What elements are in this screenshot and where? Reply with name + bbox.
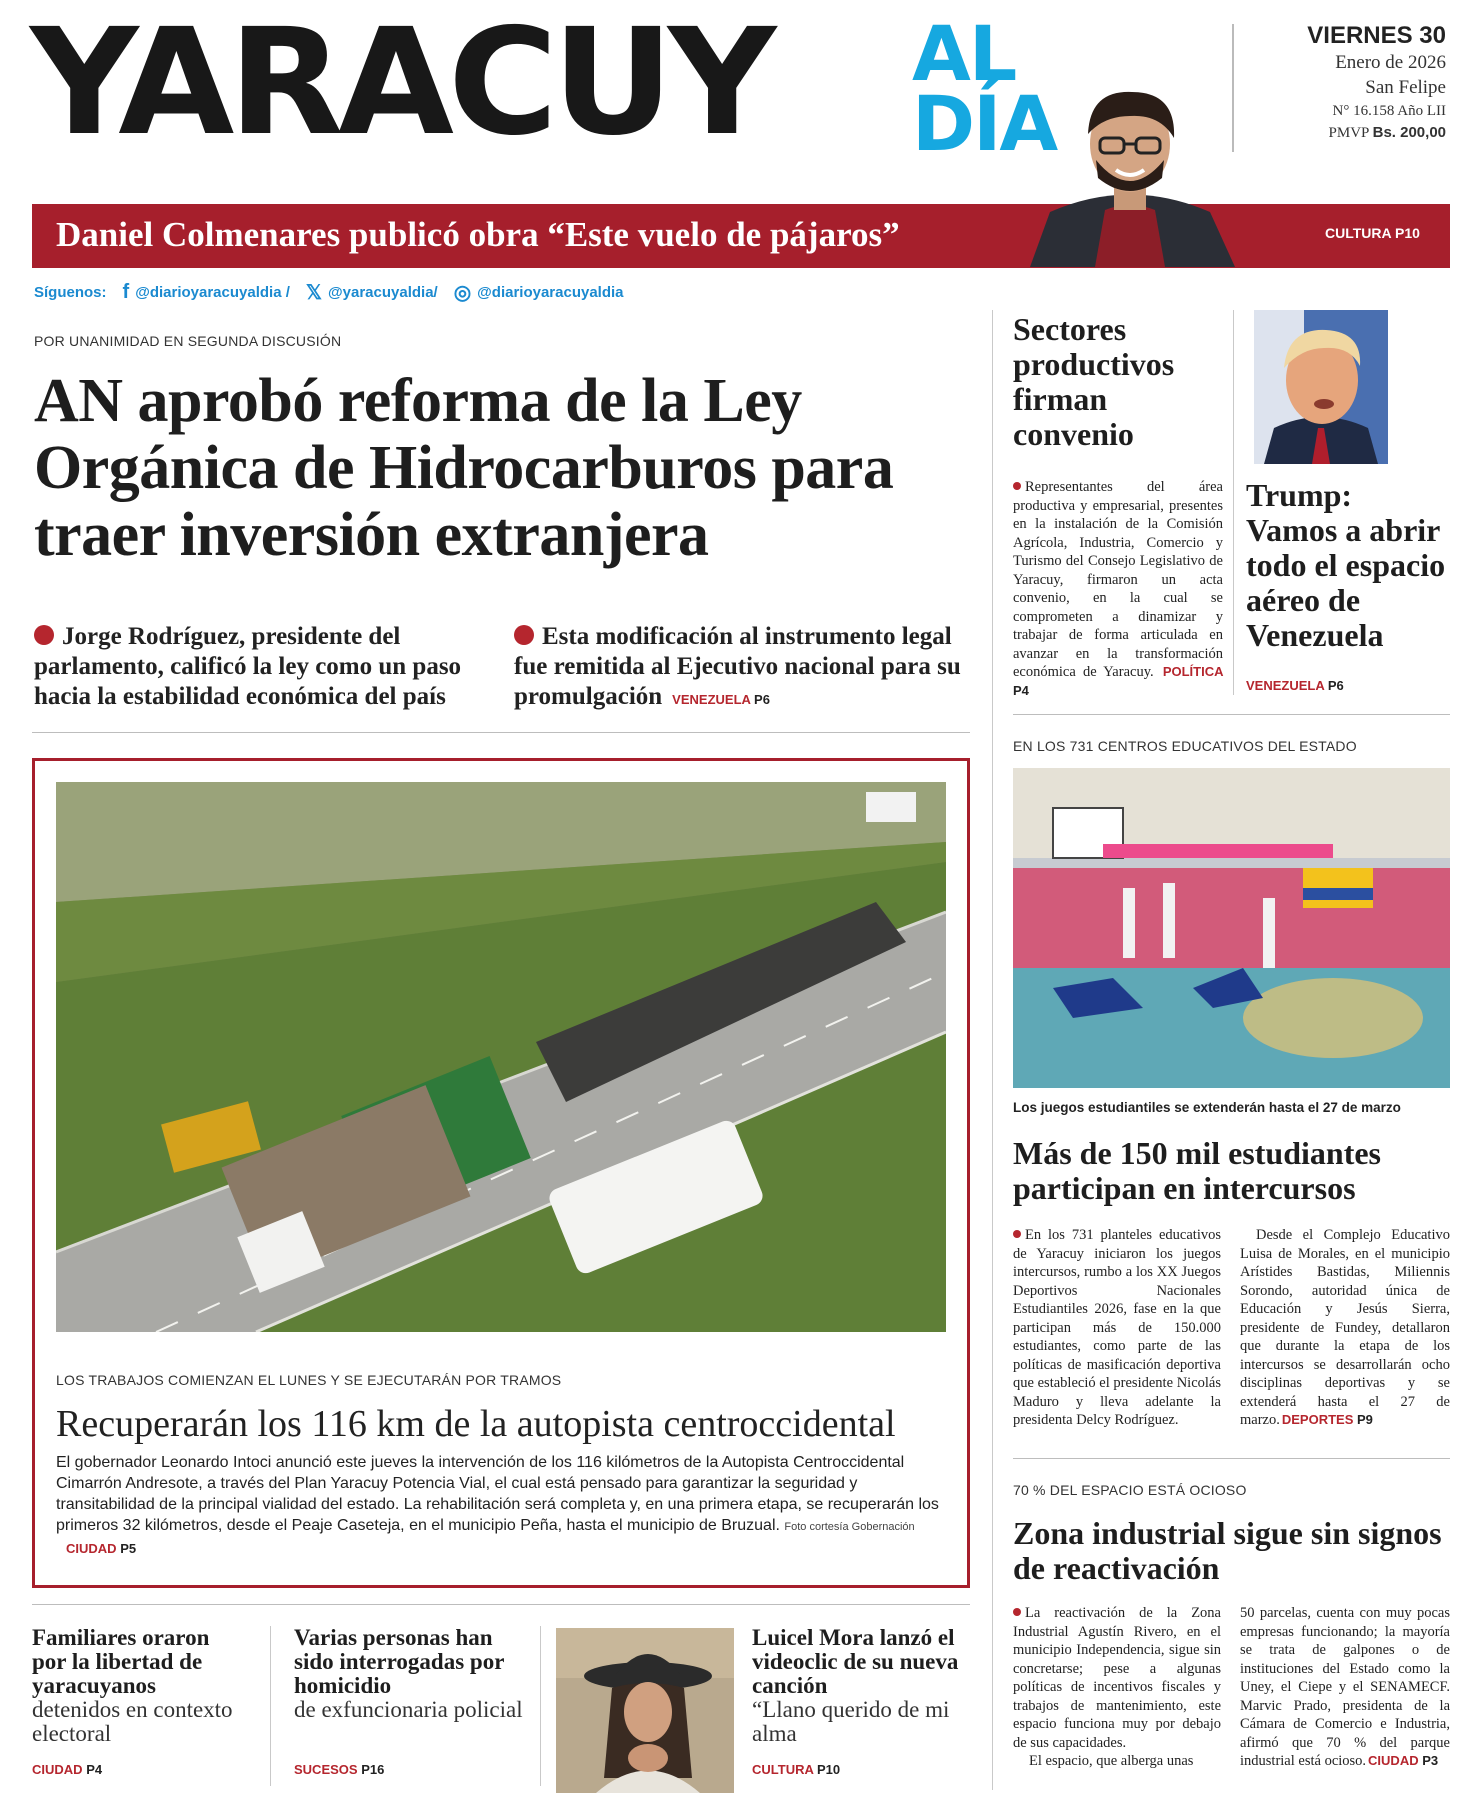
- bottom-divider-2: [540, 1626, 541, 1786]
- zona-headline[interactable]: Zona industrial sigue sin signos de reactivación: [1013, 1515, 1442, 1586]
- luicel-story[interactable]: [752, 1626, 970, 1746]
- lead-kicker: POR UNANIMIDAD EN SEGUNDA DISCUSIÓN: [34, 333, 342, 349]
- road-kicker: LOS TRABAJOS COMIENZAN EL LUNES Y SE EJECUTARÁN POR TRAMOS: [56, 1372, 562, 1388]
- intercursos-kicker: EN LOS 731 CENTROS EDUCATIVOS DEL ESTADO: [1013, 738, 1357, 754]
- bullet-dot: [34, 625, 54, 645]
- logo-dia: DÍA: [912, 79, 1057, 168]
- author-portrait: [1010, 82, 1250, 267]
- intercursos-col2: Desde el Complejo Educativo Luisa de Morales, en el municipio Arístides Bastidas, Miliennis Sorondo, autoridad única de Educación y Jesús Sierra, presidente de Fundey, detallaron que durante la etapa de los intercursos se desarrollarán ocho disciplinas deportivas y se extenderá hasta el 27 de marzo. DEPORTES P9: [1240, 1227, 1450, 1428]
- lead-bullet-2: Esta modificación al instrumento legal fue remitida al Ejecutivo nacional para su promulgación VENEZUELA P6: [514, 623, 961, 710]
- column-divider-main: [992, 310, 993, 1790]
- bullet-dot: [1013, 1608, 1021, 1616]
- bullet-dot: [514, 625, 534, 645]
- familiares-section-link[interactable]: CIUDAD P4: [32, 1762, 103, 1777]
- issue-day: VIERNES 30: [1307, 22, 1446, 49]
- column-divider-trump: [1233, 310, 1234, 695]
- trump-photo[interactable]: [1254, 310, 1388, 464]
- banner-headline[interactable]: Daniel Colmenares publicó obra “Este vuelo de pájaros”: [56, 215, 900, 254]
- issue-info: [1307, 22, 1446, 144]
- logo-al: AL: [912, 9, 1016, 98]
- social-bar: [34, 280, 624, 305]
- familiares-story[interactable]: [32, 1626, 237, 1746]
- zona-col1: La reactivación de la Zona Industrial Agustín Rivero, en el municipio Independencia, sigue sin concretarse; pese a algunas políticas de incentivos fiscales y trabajos de mantenimiento, este espacio funciona muy por debajo de sus capacidades. El espacio, que alberga unas: [1013, 1605, 1221, 1769]
- zona-kicker: 70 % DEL ESPACIO ESTÁ OCIOSO: [1013, 1482, 1247, 1498]
- singer-photo[interactable]: [556, 1628, 734, 1793]
- trump-headline[interactable]: Trump: Vamos a abrir todo el espacio aéreo de Venezuela: [1246, 477, 1446, 653]
- right-divider-1: [1013, 714, 1450, 715]
- road-body: El gobernador Leonardo Intoci anunció este jueves la intervención de los 116 kilómetros de la Autopista Centroccidental Cimarrón Andresote, a través del Plan Yaracuy Potencia Vial, el cual está pensado para garantizar la seguridad y transitabilidad de la principal vialidad del estado. La rehabilitación será completa y, en una primera etapa, se recuperarán los primeros 32 kilómetros, desde el Peaje Caseteja, en el municipio Peña, hasta el municipio de Bruzual. Foto cortesía Gobernación CIUDAD P5: [56, 1454, 939, 1556]
- bottom-divider-1: [270, 1626, 271, 1786]
- sectores-section-link[interactable]: POLÍTICA P4: [1013, 664, 1223, 698]
- varias-headline: Varias personas han sido interrogadas por homicidio: [294, 1625, 505, 1698]
- lead-headline[interactable]: AN aprobó reforma de la Ley Orgánica de Hidrocarburos para traer inversión extranjera: [34, 367, 894, 569]
- luicel-section-link[interactable]: CULTURA P10: [752, 1762, 841, 1777]
- banner-section[interactable]: CULTURA P10: [1325, 225, 1420, 241]
- photo-credit: Foto cortesía Gobernación: [784, 1521, 915, 1533]
- intercursos-section-link[interactable]: DEPORTES P9: [1281, 1412, 1373, 1427]
- bottom-divider: [32, 1604, 970, 1605]
- lead-divider: [32, 732, 970, 733]
- instagram-handle[interactable]: @diarioyaracuyaldia: [477, 284, 624, 301]
- trump-section-link[interactable]: VENEZUELA P6: [1246, 678, 1344, 693]
- facebook-icon[interactable]: f: [122, 281, 130, 303]
- lead-bullet-1: Jorge Rodríguez, presidente del parlamento, calificó la ley como un paso hacia la estabilidad económica del país: [34, 623, 462, 710]
- right-divider-2: [1013, 1458, 1450, 1459]
- zona-col2: 50 parcelas, cuenta con muy pocas empresas funcionando; la mayoría se trata de galpones o de instituciones del Estado como la Uney, el Ciepe y el SENAMECF. Marvic Prado, presidenta de la Cámara de Comercio e Industria, afirmó que 70 % del parque industrial está ocioso. CIUDAD P3: [1240, 1605, 1450, 1769]
- intercursos-caption: Los juegos estudiantiles se extenderán hasta el 27 de marzo: [1013, 1100, 1401, 1115]
- logo-yaracuy: YARACUY: [30, 0, 771, 169]
- familiares-sub: detenidos en contexto electoral: [32, 1697, 233, 1746]
- instagram-icon[interactable]: ◎: [453, 282, 472, 304]
- facebook-handle[interactable]: @diarioyaracuyaldia /: [135, 284, 290, 301]
- intercursos-col1: En los 731 planteles educativos de Yaracuy iniciaron los juegos intercursos, rumbo a los XX Juegos Deportivos Nacionales Estudiantiles 2026, fase en la que participan más de 150.000 estudiantes, como parte de las políticas de masificación deportiva que estableció el presidente Nicolás Maduro y lleva adelante la presidenta Delcy Rodríguez.: [1013, 1227, 1221, 1428]
- bullet-dot: [1013, 1230, 1021, 1238]
- varias-sub: de exfuncionaria policial: [294, 1697, 523, 1722]
- road-section-link[interactable]: CIUDAD P5: [66, 1541, 137, 1556]
- road-photo[interactable]: [56, 782, 946, 1332]
- issue-price: PMVP Bs. 200,00: [1328, 124, 1446, 141]
- sectores-body: Representantes del área productiva y empresarial, presentes en la instalación de la Comisión Agrícola, Industria, Comercio y Turismo del Consejo Legislativo de Yaracuy, firmaron un acta convenio, en la cual se comprometen a dinamizar y trabajar de forma articulada en avanzar en la transformación económica de Yaracuy. POLÍTICA P4: [1013, 479, 1223, 698]
- issue-city: San Felipe: [1365, 77, 1446, 98]
- x-handle[interactable]: @yaracuyaldia/: [328, 284, 438, 301]
- familiares-headline: Familiares oraron por la libertad de yaracuyanos: [32, 1625, 210, 1698]
- school-photo[interactable]: [1013, 768, 1450, 1088]
- luicel-headline: Luicel Mora lanzó el videoclic de su nueva canción: [752, 1625, 959, 1698]
- road-headline[interactable]: Recuperarán los 116 km de la autopista centroccidental: [56, 1403, 896, 1445]
- issue-date: Enero de 2026: [1335, 52, 1446, 73]
- bullet-dot: [1013, 482, 1021, 490]
- varias-section-link[interactable]: SUCESOS P16: [294, 1762, 385, 1777]
- issue-number: N° 16.158 Año LII: [1332, 103, 1446, 119]
- social-label: Síguenos:: [34, 284, 107, 301]
- varias-story[interactable]: [294, 1626, 524, 1722]
- intercursos-headline[interactable]: Más de 150 mil estudiantes participan en intercursos: [1013, 1135, 1381, 1206]
- zona-section-link[interactable]: CIUDAD P3: [1368, 1753, 1439, 1768]
- x-icon[interactable]: 𝕏: [305, 282, 323, 304]
- luicel-sub: “Llano querido de mi alma: [752, 1697, 950, 1746]
- lead-section-link[interactable]: VENEZUELA P6: [672, 692, 770, 707]
- sectores-headline[interactable]: Sectores productivos firman convenio: [1013, 311, 1175, 452]
